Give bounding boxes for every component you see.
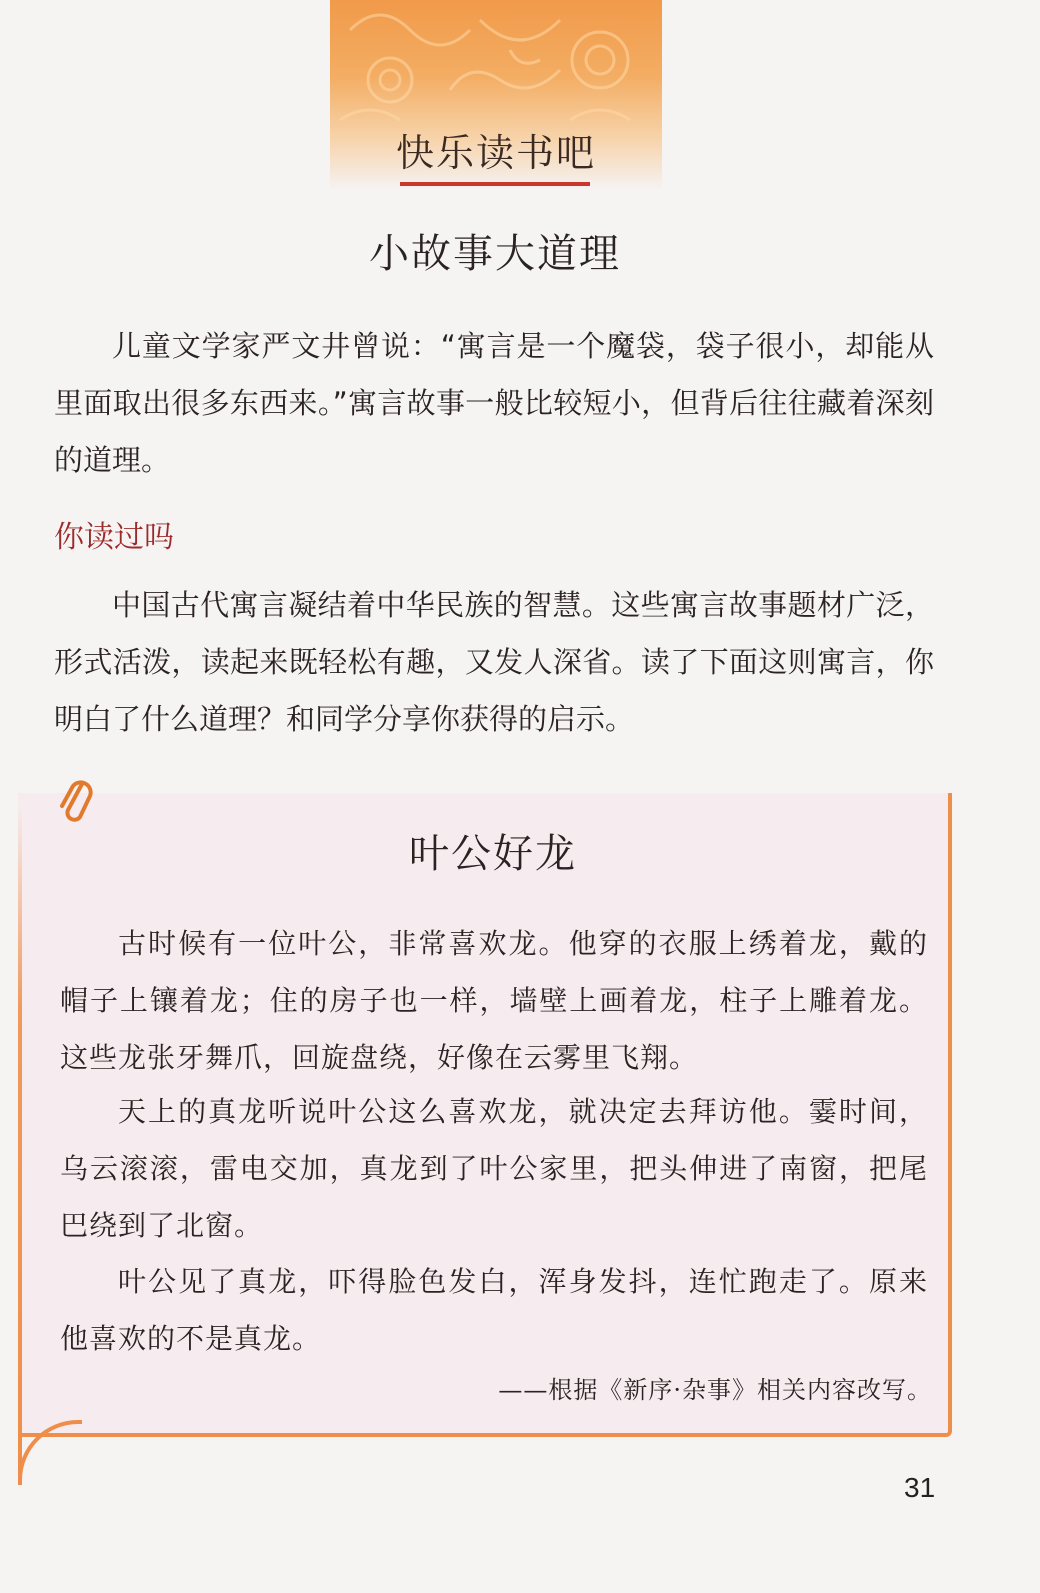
banner-underline [400,182,590,186]
intro-paragraph-2: 中国古代寓言凝结着中华民族的智慧。这些寓言故事题材广泛，形式活泼，读起来既轻松有趣，又发人深省。读了下面这则寓言，你明白了什么道理？和同学分享你获得的启示。 [54,588,934,736]
section-title: 小故事大道理 [369,231,621,277]
story-paragraph-2: 天上的真龙听说叶公这么喜欢龙，就决定去拜访他。霎时间，乌云滚滚，雷电交加，真龙到了叶公家里，把头伸进了南窗，把尾巴绕到了北窗。 [60,1095,928,1242]
story-source: ——根据《新序·杂事》相关内容改写。 [498,1376,932,1404]
subheading: 你读过吗 [54,520,174,555]
banner-title: 快乐读书吧 [395,131,596,175]
page-number: 31 [904,1472,936,1503]
story-paragraph-3: 叶公见了真龙，吓得脸色发白，浑身发抖，连忙跑走了。原来他喜欢的不是真龙。 [60,1265,928,1355]
intro-paragraph: 儿童文学家严文井曾说：“寓言是一个魔袋，袋子很小，却能从里面取出很多东西来。”寓言故事一般比较短小，但背后往往藏着深刻的道理。 [54,329,934,477]
story-paragraph-1: 古时候有一位叶公，非常喜欢龙。他穿的衣服上绣着龙，戴的帽子上镶着龙；住的房子也一样，墙壁上画着龙，柱子上雕着龙。这些龙张牙舞爪，回旋盘绕，好像在云雾里飞翔。 [60,927,928,1074]
header-banner [330,0,662,190]
story-card-left-edge [18,805,22,1485]
story-title: 叶公好龙 [409,831,577,877]
